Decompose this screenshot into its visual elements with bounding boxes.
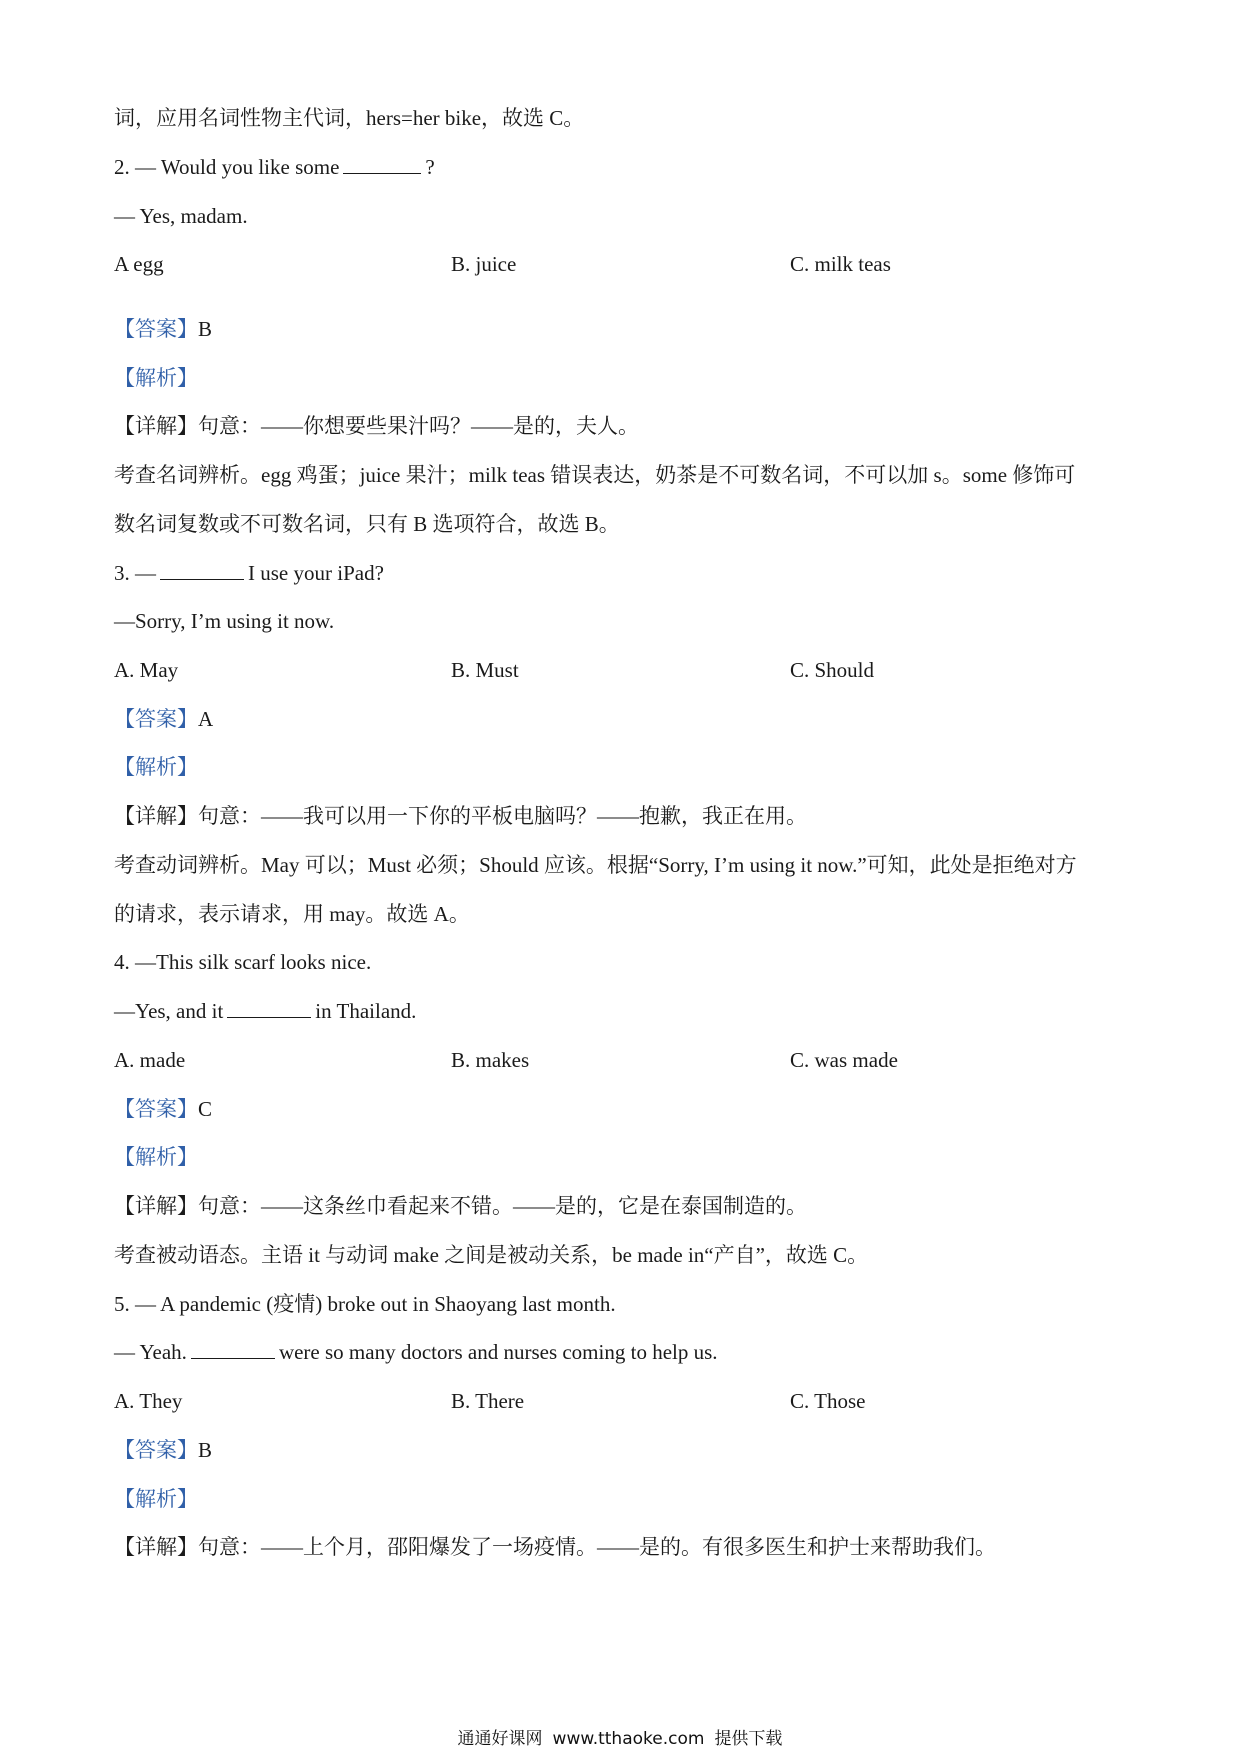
- option-b: B. Must: [451, 658, 519, 682]
- option-c: C. was made: [790, 1048, 898, 1072]
- question-5-analysis: [114, 1484, 1126, 1514]
- explanation-line: 考查被动语态。主语 it 与动词 make 之间是被动关系，be made in“产自”，故选 C。: [114, 1243, 869, 1267]
- question-2-prompt: [114, 152, 1126, 182]
- option-b: B. There: [451, 1389, 525, 1413]
- option-a: A. They: [114, 1389, 183, 1413]
- detail-tag: 【详解】: [114, 1535, 198, 1559]
- question-5-reply: [114, 1337, 1126, 1367]
- question-text: 2. — Would you like some: [114, 155, 340, 179]
- question-3-answer: [114, 704, 1126, 734]
- analysis-tag: 【解析】: [114, 1145, 198, 1169]
- question-5-prompt: 5. — A pandemic (疫情) broke out in Shaoyang last month.: [114, 1292, 616, 1316]
- analysis-tag: 【解析】: [114, 1487, 198, 1511]
- option-a: A. made: [114, 1048, 186, 1072]
- question-5-answer: [114, 1435, 1126, 1465]
- question-text: ?: [425, 155, 435, 179]
- answer-value: B: [198, 1438, 213, 1462]
- question-3-reply: —Sorry, I’m using it now.: [114, 609, 335, 633]
- detail-tag: 【详解】: [114, 414, 198, 438]
- explanation-line: 考查动词辨析。May 可以；Must 必须；Should 应该。根据“Sorry, I’m using it now.”可知，此处是拒绝对方: [114, 853, 1077, 877]
- footer-note: 提供下载: [714, 1729, 783, 1749]
- question-text: I use your iPad?: [248, 561, 384, 585]
- answer-blank: [191, 1338, 275, 1359]
- analysis-tag: 【解析】: [114, 755, 198, 779]
- detail-text: 句意：——这条丝巾看起来不错。——是的，它是在泰国制造的。: [198, 1194, 807, 1218]
- option-a: A. May: [114, 658, 179, 682]
- detail-tag: 【详解】: [114, 804, 198, 828]
- question-2-answer: [114, 314, 1126, 344]
- question-2-detail: [114, 411, 1126, 441]
- explanation-line: 考查名词辨析。egg 鸡蛋；juice 果汁；milk teas 错误表达，奶茶是不可数名词，不可以加 s。some 修饰可: [114, 463, 1076, 487]
- question-3-detail: [114, 801, 1126, 831]
- question-2-reply: — Yes, madam.: [114, 204, 248, 228]
- option-b: B. makes: [451, 1048, 530, 1072]
- question-4-prompt: 4. —This silk scarf looks nice.: [114, 950, 372, 974]
- option-a: A egg: [114, 252, 164, 276]
- question-5-detail: [114, 1532, 1126, 1562]
- detail-text: 句意：——上个月，邵阳爆发了一场疫情。——是的。有很多医生和护士来帮助我们。: [198, 1535, 996, 1559]
- explanation-line: 的请求，表示请求，用 may。故选 A。: [114, 902, 470, 926]
- question-2-analysis: [114, 363, 1126, 393]
- detail-text: 句意：——你想要些果汁吗？——是的，夫人。: [198, 414, 639, 438]
- question-4-detail: [114, 1191, 1126, 1221]
- answer-tag: 【答案】: [114, 1438, 198, 1462]
- option-c: C. Should: [790, 658, 875, 682]
- question-text: 3. —: [114, 561, 156, 585]
- question-text: — Yeah.: [114, 1340, 187, 1364]
- answer-blank: [160, 559, 244, 580]
- answer-tag: 【答案】: [114, 317, 198, 341]
- answer-value: B: [198, 317, 213, 341]
- answer-tag: 【答案】: [114, 1097, 198, 1121]
- text-line: 词，应用名词性物主代词，hers=her bike，故选 C。: [114, 106, 585, 130]
- question-4-analysis: [114, 1142, 1126, 1172]
- question-3-prompt: [114, 558, 1126, 588]
- option-b: B. juice: [451, 252, 517, 276]
- question-text: were so many doctors and nurses coming to help us.: [278, 1340, 718, 1364]
- option-c: C. Those: [790, 1389, 866, 1413]
- question-4-answer: [114, 1094, 1126, 1124]
- detail-text: 句意：——我可以用一下你的平板电脑吗？——抱歉，我正在用。: [198, 804, 807, 828]
- answer-blank: [227, 997, 311, 1018]
- analysis-tag: 【解析】: [114, 366, 198, 390]
- answer-blank: [343, 153, 421, 174]
- question-text: in Thailand.: [315, 999, 417, 1023]
- footer-url[interactable]: www.tthaoke.com: [552, 1729, 705, 1749]
- detail-tag: 【详解】: [114, 1194, 198, 1218]
- answer-value: C: [198, 1097, 213, 1121]
- question-3-analysis: [114, 752, 1126, 782]
- question-4-reply: [114, 996, 1126, 1026]
- explanation-line: 数名词复数或不可数名词，只有 B 选项符合，故选 B。: [114, 512, 620, 536]
- answer-value: A: [198, 707, 214, 731]
- question-text: —Yes, and it: [114, 999, 224, 1023]
- footer-site-name: 通通好课网: [457, 1729, 543, 1749]
- answer-tag: 【答案】: [114, 707, 198, 731]
- option-c: C. milk teas: [790, 252, 891, 276]
- page-footer: [0, 1728, 1240, 1750]
